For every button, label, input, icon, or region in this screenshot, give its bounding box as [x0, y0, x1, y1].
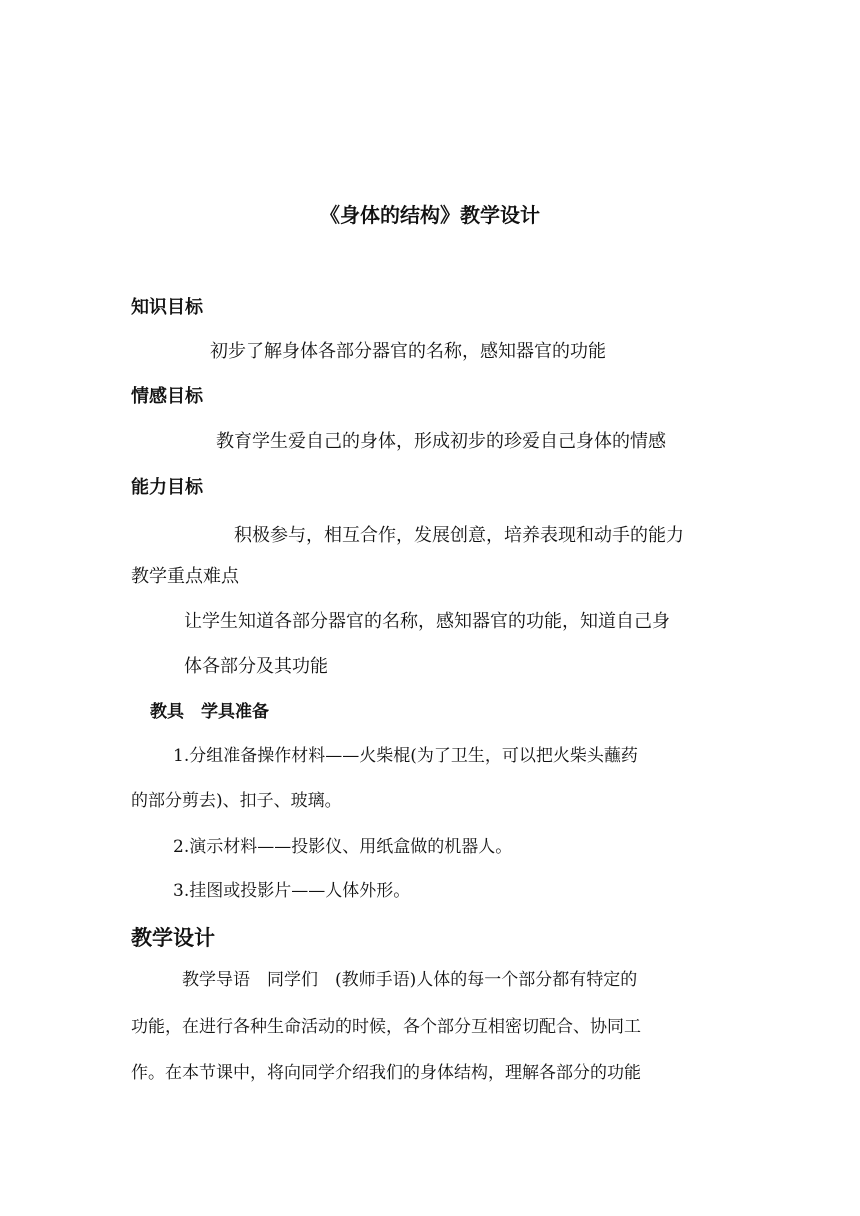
tools-heading: 教具 学具准备 [150, 702, 269, 722]
tools-item-3: 3.挂图或投影片——人体外形。 [173, 881, 411, 901]
emotion-goal-heading: 情感目标 [131, 386, 203, 407]
design-paragraph-line-3: 作。在本节课中，将向同学介绍我们的身体结构，理解各部分的功能 [131, 1063, 641, 1083]
key-points-heading: 教学重点难点 [131, 566, 239, 587]
key-points-line-1: 让学生知道各部分器官的名称，感知器官的功能，知道自己身 [184, 611, 670, 632]
design-paragraph-line-2: 功能，在进行各种生命活动的时候，各个部分互相密切配合、协同工 [131, 1017, 641, 1037]
tools-item-1-line-1: 1.分组准备操作材料——火柴棍(为了卫生，可以把火柴头蘸药 [173, 746, 638, 766]
emotion-goal-text: 教育学生爱自己的身体，形成初步的珍爱自己身体的情感 [216, 431, 666, 452]
document-title: 《身体的结构》教学设计 [320, 203, 540, 227]
ability-goal-text: 积极参与，相互合作，发展创意，培养表现和动手的能力 [234, 525, 684, 546]
design-paragraph-line-1: 教学导语 同学们 (教师手语)人体的每一个部分都有特定的 [182, 970, 638, 990]
ability-goal-heading: 能力目标 [131, 477, 203, 498]
tools-item-2: 2.演示材料——投影仪、用纸盒做的机器人。 [173, 837, 513, 857]
tools-item-1-line-2: 的部分剪去)、扣子、玻璃。 [131, 791, 342, 811]
key-points-line-2: 体各部分及其功能 [184, 656, 328, 677]
knowledge-goal-heading: 知识目标 [131, 297, 203, 318]
knowledge-goal-text: 初步了解身体各部分器官的名称，感知器官的功能 [210, 341, 606, 362]
design-heading: 教学设计 [131, 926, 215, 950]
